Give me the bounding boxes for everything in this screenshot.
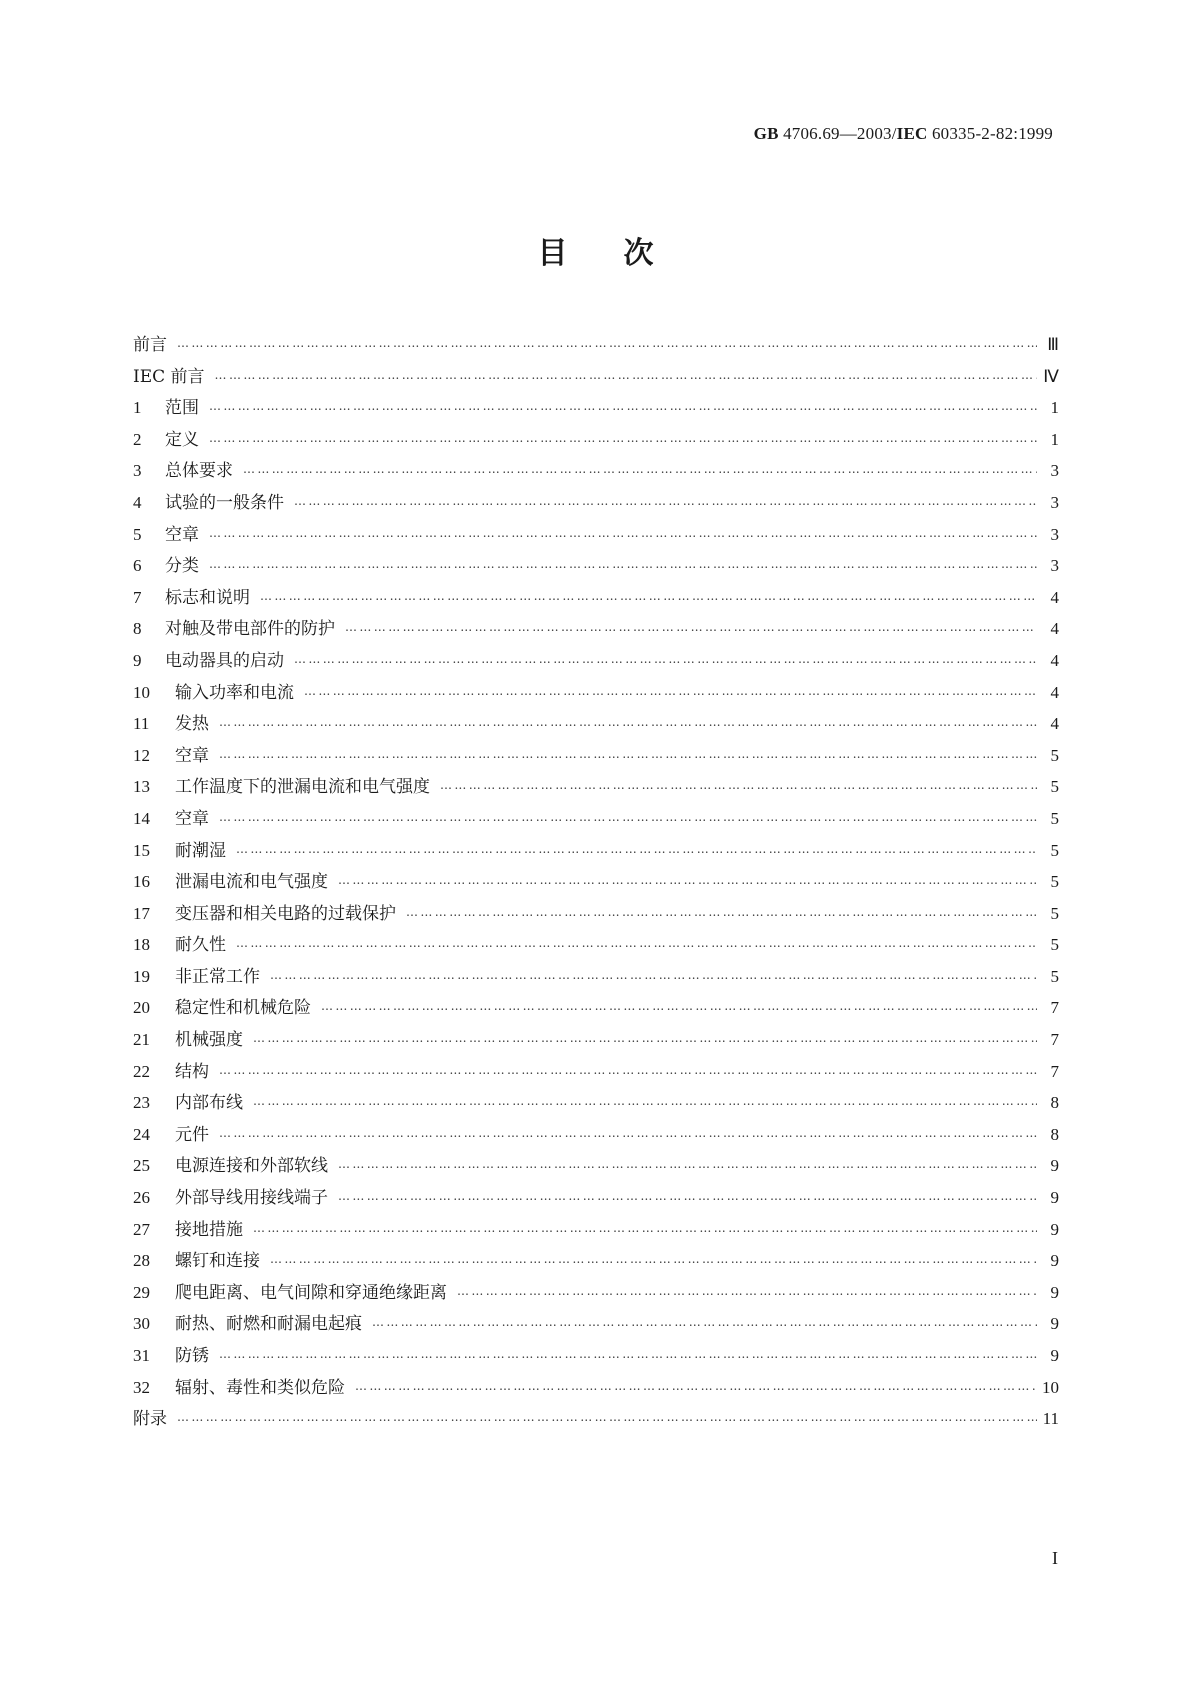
toc-entry[interactable] <box>133 804 1059 836</box>
toc-entry-title: 防锈 <box>175 1346 209 1366</box>
toc-entry-page: 9 <box>1050 1314 1059 1334</box>
toc-entry-number: 13 <box>133 777 150 797</box>
toc-entry-title: 附录 <box>133 1409 167 1430</box>
dot-leader <box>440 778 1037 792</box>
toc-entry-page: 3 <box>1050 492 1059 512</box>
toc-entry[interactable] <box>133 425 1059 457</box>
dot-leader <box>219 810 1037 824</box>
toc-entry[interactable] <box>133 1088 1059 1120</box>
toc-entry-page: 5 <box>1050 840 1059 860</box>
toc-entry-title: 接地措施 <box>175 1219 243 1240</box>
toc-entry[interactable] <box>133 1404 1059 1436</box>
toc-entry[interactable] <box>133 993 1059 1025</box>
dot-leader <box>219 1063 1037 1077</box>
toc-entry-number: 10 <box>133 682 150 702</box>
toc-entry-title: IEC 前言 <box>133 366 205 387</box>
toc-entry-title: 元件 <box>175 1124 209 1145</box>
toc-entry-title: 工作温度下的泄漏电流和电气强度 <box>175 777 430 798</box>
dot-leader <box>253 1221 1037 1235</box>
toc-entry[interactable] <box>133 678 1059 710</box>
toc-entry[interactable] <box>133 1215 1059 1247</box>
toc-entry[interactable] <box>133 1373 1059 1405</box>
dot-leader <box>406 905 1037 919</box>
toc-entry[interactable] <box>133 772 1059 804</box>
toc-entry-title: 耐热、耐燃和耐漏电起痕 <box>175 1314 362 1335</box>
dot-leader <box>253 1031 1037 1045</box>
dot-leader <box>209 526 1037 540</box>
toc-entry-title: 试验的一般条件 <box>165 492 284 513</box>
dot-leader <box>338 1189 1037 1203</box>
toc-entry-number: 31 <box>133 1346 150 1365</box>
toc-entry-page: 5 <box>1050 966 1059 986</box>
toc-entry-page: 4 <box>1050 650 1059 670</box>
dot-leader <box>260 589 1037 603</box>
toc-entry-page: 9 <box>1050 1346 1059 1365</box>
toc-entry-title: 稳定性和机械危险 <box>175 998 311 1019</box>
toc-entry-title: 非正常工作 <box>175 966 260 987</box>
toc-entry-title: 对触及带电部件的防护 <box>165 619 335 640</box>
standard-code-iec-number: 60335-2-82:1999 <box>927 124 1053 143</box>
toc-entry[interactable] <box>133 520 1059 552</box>
standard-code-prefix: GB <box>753 124 779 143</box>
toc-entry-title: 输入功率和电流 <box>175 682 294 703</box>
toc-entry-title: 定义 <box>165 429 199 450</box>
toc-entry-page: 1 <box>1050 429 1059 449</box>
page-number: I <box>1052 1548 1058 1568</box>
toc-entry[interactable] <box>133 1278 1059 1310</box>
toc-entry-number: 6 <box>133 556 142 576</box>
toc-entry[interactable] <box>133 646 1059 678</box>
toc-entry[interactable] <box>133 1341 1059 1373</box>
toc-entry-number: 20 <box>133 998 150 1018</box>
dot-leader <box>294 494 1037 508</box>
toc-entry[interactable] <box>133 899 1059 931</box>
standard-code-number: 4706.69—2003/ <box>778 124 897 143</box>
toc-entry-number: 25 <box>133 1156 150 1176</box>
toc-entry-number: 26 <box>133 1188 150 1208</box>
toc-entry-page: 5 <box>1050 935 1059 955</box>
toc-entry-number: 32 <box>133 1377 150 1397</box>
toc-entry[interactable] <box>133 1025 1059 1057</box>
toc-entry[interactable] <box>133 1057 1059 1089</box>
toc-entry-title: 螺钉和连接 <box>175 1251 260 1272</box>
toc-entry-page: 9 <box>1050 1282 1059 1302</box>
toc-entry-number: 2 <box>133 429 142 449</box>
toc-entry-title: 辐射、毒性和类似危险 <box>175 1377 345 1398</box>
toc-entry[interactable] <box>133 1120 1059 1152</box>
dot-leader <box>355 1379 1036 1393</box>
toc-entry[interactable] <box>133 836 1059 868</box>
toc-entry-page: 5 <box>1050 777 1059 797</box>
toc-entry-number: 16 <box>133 872 150 892</box>
toc-entry-page: 5 <box>1050 745 1059 765</box>
toc-entry-title: 耐潮湿 <box>175 840 226 861</box>
toc-entry-page: 9 <box>1050 1251 1059 1271</box>
toc-entry-page: 5 <box>1050 903 1059 923</box>
toc-entry-page: 7 <box>1050 1061 1059 1081</box>
toc-entry-number: 21 <box>133 1030 150 1050</box>
toc-entry-number: 9 <box>133 650 142 670</box>
dot-leader <box>270 968 1037 982</box>
toc-entry-number: 23 <box>133 1093 150 1113</box>
toc-entry-page: 9 <box>1050 1219 1059 1239</box>
toc-entry-number: 15 <box>133 840 150 860</box>
toc-entry-number: 29 <box>133 1282 150 1302</box>
toc-entry-page: 1 <box>1050 398 1059 418</box>
toc-entry-number: 12 <box>133 745 150 765</box>
toc-entry-title: 总体要求 <box>165 461 233 482</box>
toc-entry-title: 电源连接和外部软线 <box>175 1156 328 1177</box>
toc-entry[interactable] <box>133 456 1059 488</box>
toc-entry-number: 30 <box>133 1314 150 1334</box>
toc-entry-page: 10 <box>1042 1377 1059 1397</box>
toc-entry-page: 9 <box>1050 1188 1059 1208</box>
dot-leader <box>304 684 1037 698</box>
dot-leader <box>270 1252 1037 1266</box>
toc-entry-page: 5 <box>1050 872 1059 892</box>
toc-entry[interactable] <box>133 1151 1059 1183</box>
toc-entry-title: 外部导线用接线端子 <box>175 1188 328 1209</box>
toc-entry-number: 18 <box>133 935 150 955</box>
toc-entry-number: 7 <box>133 587 142 607</box>
toc-entry-page: 4 <box>1050 714 1059 734</box>
toc-entry-number: 5 <box>133 524 142 544</box>
toc-entry-title: 空章 <box>165 524 199 545</box>
dot-leader <box>338 1157 1037 1171</box>
toc-entry-title: 变压器和相关电路的过载保护 <box>175 903 396 924</box>
toc-entry[interactable] <box>133 551 1059 583</box>
dot-leader <box>177 1410 1037 1424</box>
toc-entry-number: 19 <box>133 966 150 986</box>
dot-leader <box>372 1315 1037 1329</box>
title-char-2: 次 <box>623 236 654 271</box>
toc-entry-title: 内部布线 <box>175 1093 243 1114</box>
toc-entry[interactable] <box>133 330 1059 362</box>
dot-leader <box>236 936 1037 950</box>
dot-leader <box>209 431 1037 445</box>
toc-entry-number: 14 <box>133 808 150 828</box>
dot-leader <box>215 368 1037 382</box>
toc-entry-page: 3 <box>1050 556 1059 576</box>
toc-entry[interactable] <box>133 1309 1059 1341</box>
toc-entry[interactable] <box>133 930 1059 962</box>
dot-leader <box>219 1126 1037 1140</box>
standard-code-iec: IEC <box>896 124 928 143</box>
dot-leader <box>338 873 1037 887</box>
toc-entry[interactable] <box>133 488 1059 520</box>
toc-entry[interactable] <box>133 962 1059 994</box>
toc-entry-page: 11 <box>1042 1409 1059 1429</box>
toc-entry-number: 27 <box>133 1219 150 1239</box>
toc-entry-page: Ⅲ <box>1047 335 1059 354</box>
dot-leader <box>219 747 1037 761</box>
toc-entry[interactable] <box>133 867 1059 899</box>
toc-entry-title: 分类 <box>165 556 199 577</box>
toc-entry-title: 空章 <box>175 745 209 766</box>
dot-leader <box>321 999 1037 1013</box>
dot-leader <box>345 620 1037 634</box>
dot-leader <box>209 557 1037 571</box>
dot-leader <box>219 1347 1037 1361</box>
toc-entry-number: 3 <box>133 461 142 481</box>
toc-entry[interactable] <box>133 741 1059 773</box>
toc-entry-title: 前言 <box>133 335 167 355</box>
dot-leader <box>457 1284 1037 1298</box>
toc-entry-title: 发热 <box>175 714 209 735</box>
title-char-1: 目 <box>537 236 568 271</box>
dot-leader <box>253 1094 1037 1108</box>
dot-leader <box>177 336 1037 350</box>
toc-entry-page: 5 <box>1050 808 1059 828</box>
dot-leader <box>294 652 1037 666</box>
toc-entry-page: 3 <box>1050 524 1059 544</box>
toc-entry-title: 结构 <box>175 1061 209 1082</box>
toc-entry[interactable] <box>133 614 1059 646</box>
toc-entry[interactable] <box>133 1246 1059 1278</box>
toc-entry-page: 4 <box>1050 619 1059 639</box>
toc-entry-page: 8 <box>1050 1093 1059 1113</box>
table-of-contents <box>133 330 1059 1436</box>
toc-entry[interactable] <box>133 393 1059 425</box>
toc-entry-title: 电动器具的启动 <box>165 650 284 671</box>
dot-leader <box>219 715 1037 729</box>
toc-entry[interactable] <box>133 362 1059 394</box>
toc-entry-page: 9 <box>1050 1156 1059 1176</box>
standard-code <box>754 124 1053 144</box>
toc-entry-title: 爬电距离、电气间隙和穿通绝缘距离 <box>175 1282 447 1303</box>
toc-entry-number: 24 <box>133 1124 150 1144</box>
toc-entry-title: 标志和说明 <box>165 587 250 608</box>
toc-entry-title: 机械强度 <box>175 1030 243 1051</box>
toc-entry-page: Ⅳ <box>1043 366 1059 386</box>
toc-entry-page: 4 <box>1050 587 1059 607</box>
toc-entry-number: 28 <box>133 1251 150 1271</box>
dot-leader <box>209 399 1037 413</box>
toc-entry[interactable] <box>133 709 1059 741</box>
toc-entry-number: 1 <box>133 398 142 418</box>
toc-entry[interactable] <box>133 1183 1059 1215</box>
toc-entry-number: 22 <box>133 1061 150 1081</box>
toc-entry-page: 4 <box>1050 682 1059 702</box>
toc-entry-number: 8 <box>133 619 142 639</box>
toc-entry-page: 7 <box>1050 1030 1059 1050</box>
toc-entry-title: 范围 <box>165 398 199 419</box>
page-title <box>0 228 1191 272</box>
toc-entry-number: 17 <box>133 903 150 923</box>
dot-leader <box>243 462 1037 476</box>
toc-entry-number: 11 <box>133 714 150 734</box>
toc-entry-page: 8 <box>1050 1124 1059 1144</box>
toc-entry-page: 7 <box>1050 998 1059 1018</box>
toc-entry-title: 泄漏电流和电气强度 <box>175 872 328 893</box>
dot-leader <box>236 842 1037 856</box>
toc-entry-title: 空章 <box>175 808 209 829</box>
toc-entry-title: 耐久性 <box>175 935 226 956</box>
toc-entry[interactable] <box>133 583 1059 615</box>
toc-entry-page: 3 <box>1050 461 1059 481</box>
toc-entry-number: 4 <box>133 492 142 512</box>
